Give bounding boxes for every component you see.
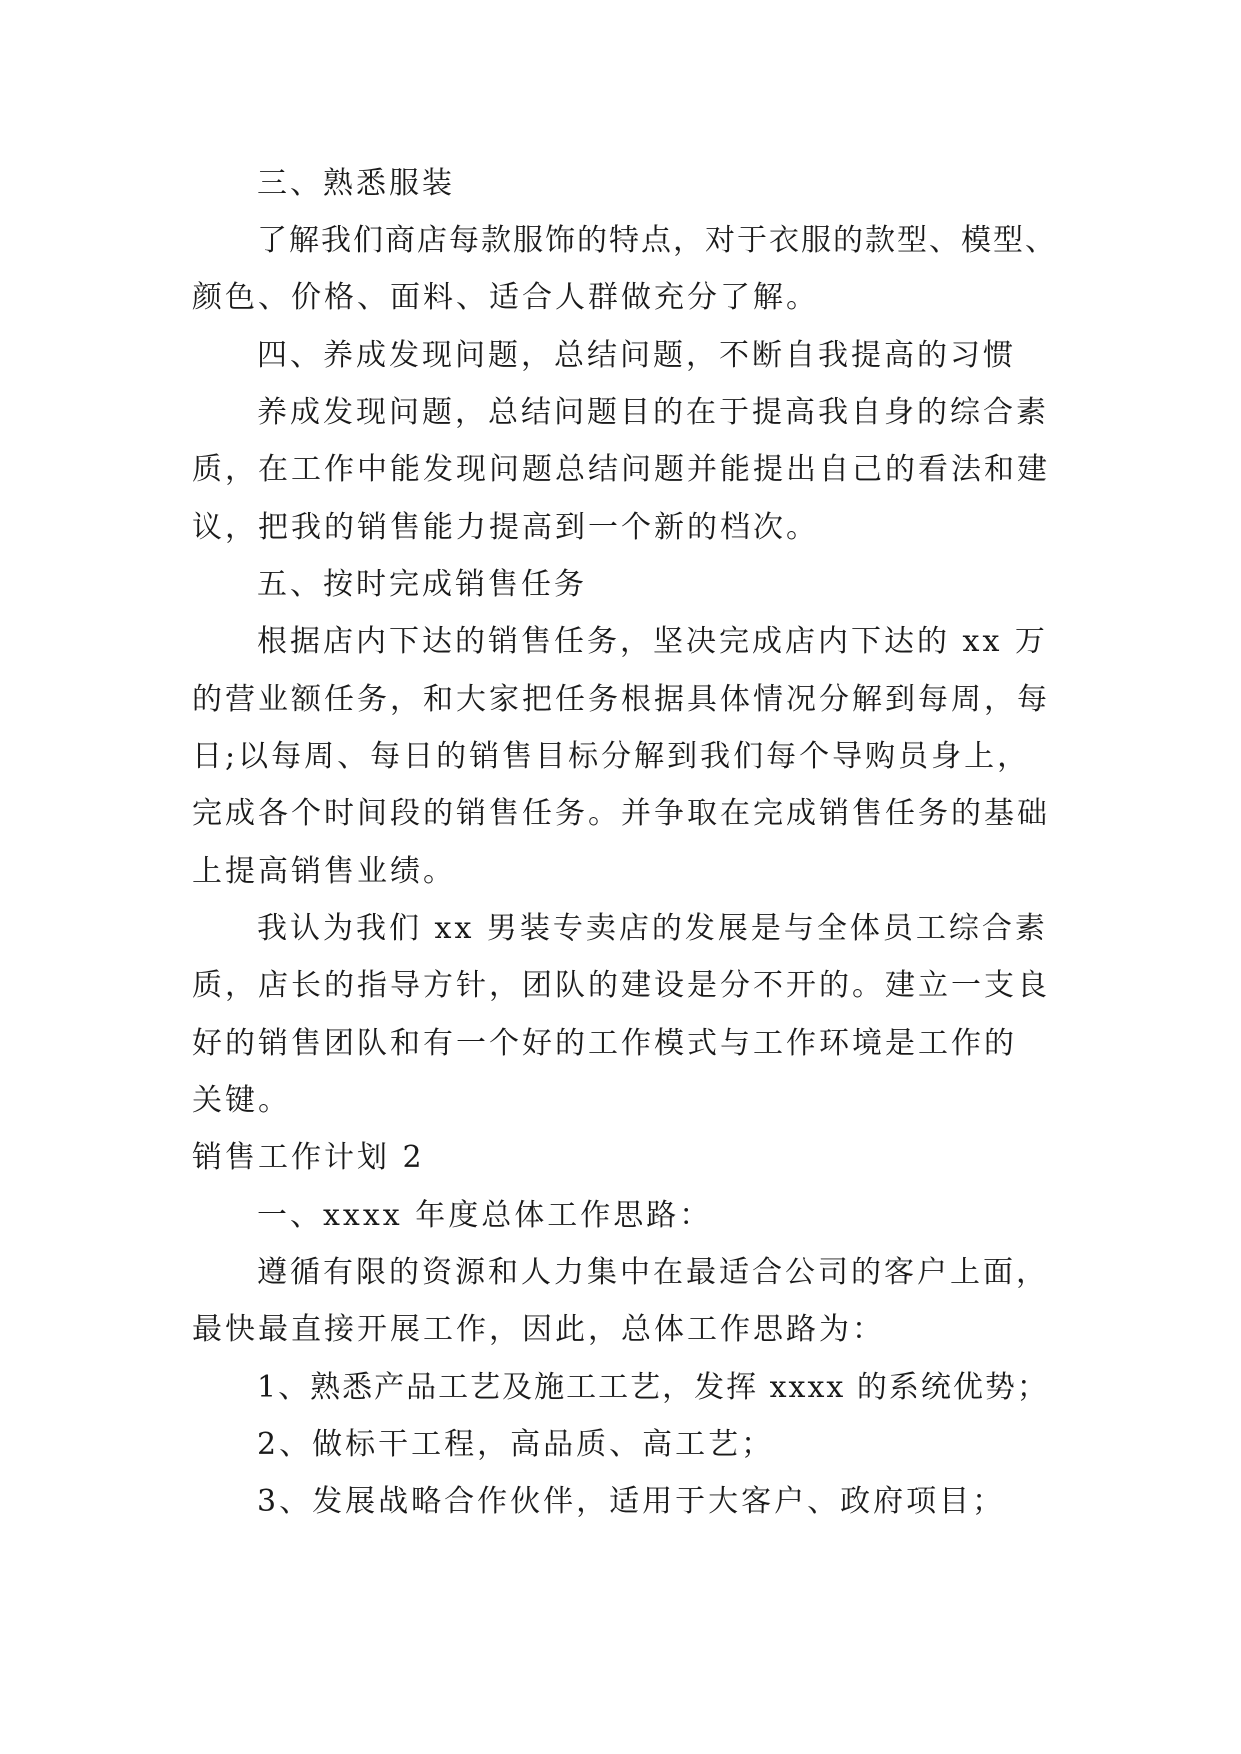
paragraph-line: 我认为我们 xx 男装专卖店的发展是与全体员工综合素 (257, 911, 1048, 946)
document-title: 销售工作计划 2 (192, 1140, 425, 1175)
section-heading-1: 一、xxxx 年度总体工作思路： (257, 1198, 713, 1233)
section-heading-5: 五、按时完成销售任务 (257, 567, 587, 602)
paragraph-line: 质，店长的指导方针，团队的建设是分不开的。建立一支良 (192, 968, 1050, 1003)
paragraph-line: 质，在工作中能发现问题总结问题并能提出自己的看法和建 (192, 452, 1050, 487)
paragraph-line: 养成发现问题，总结问题目的在于提高我自身的综合素 (257, 395, 1049, 430)
paragraph-line: 的营业额任务，和大家把任务根据具体情况分解到每周，每 (192, 682, 1050, 717)
section-heading-4: 四、养成发现问题，总结问题，不断自我提高的习惯 (257, 338, 1016, 373)
list-item: 2、做标干工程，高品质、高工艺； (257, 1427, 775, 1462)
paragraph-line: 颜色、价格、面料、适合人群做充分了解。 (192, 280, 819, 315)
paragraph-line: 好的销售团队和有一个好的工作模式与工作环境是工作的 (192, 1026, 1017, 1061)
paragraph-line: 了解我们商店每款服饰的特点，对于衣服的款型、模型、 (257, 223, 1057, 258)
list-item: 3、发展战略合作伙伴，适用于大客户、政府项目； (257, 1484, 1006, 1519)
section-heading-3: 三、熟悉服装 (257, 166, 455, 201)
paragraph-line: 上提高销售业绩。 (192, 854, 456, 889)
paragraph-line: 最快最直接开展工作，因此，总体工作思路为： (192, 1312, 885, 1347)
list-item: 1、熟悉产品工艺及施工工艺，发挥 xxxx 的系统优势； (257, 1370, 1049, 1405)
paragraph-line: 根据店内下达的销售任务，坚决完成店内下达的 xx 万 (257, 624, 1048, 659)
paragraph-line: 关键。 (192, 1083, 291, 1118)
paragraph-line: 完成各个时间段的销售任务。并争取在完成销售任务的基础 (192, 796, 1050, 831)
paragraph-line: 遵循有限的资源和人力集中在最适合公司的客户上面， (257, 1255, 1049, 1290)
paragraph-line: 议，把我的销售能力提高到一个新的档次。 (192, 510, 819, 545)
paragraph-line: 日;以每周、每日的销售目标分解到我们每个导购员身上， (192, 739, 1031, 774)
